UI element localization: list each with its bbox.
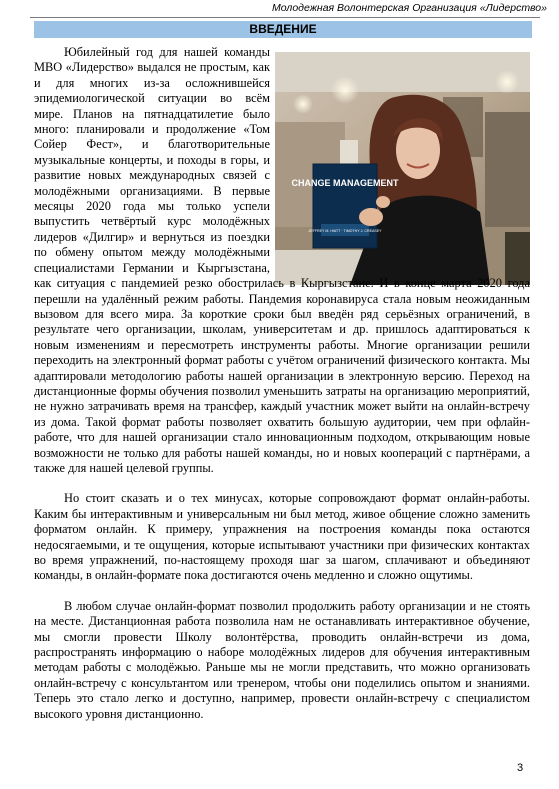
- page-number: 3: [517, 762, 524, 774]
- lead-line: специалистами Германии и Кыргызстана,: [34, 260, 270, 275]
- header-divider: [30, 17, 540, 18]
- lead-line: много: планировали и продолжение «Том: [34, 122, 270, 137]
- lead-line: МВО «Лидерство» выдался не простым, как: [34, 60, 270, 75]
- lead-line: эпидемиологической ситуации во всём: [34, 91, 270, 106]
- lead-line: лидеров «Дилгир» и вернуться из поездки: [34, 229, 270, 244]
- paragraph-3: В любом случае онлайн-формат позволил продолжить работу организации и не стоять на месте. Дистанционная работа позволила нам не останавливать интерактивное обучение, мы смогли провести Школу волонтёрства, проводить онлайн-встречи из дома, распространять информацию о наборе молодёжных лидеров для обучения интерактивным методам работы с молодёжью. Раньше мы не могли представить, что можно организовать онлайн-встречу с консультантом или тренером, чтобы они поделились опытом и знаниями. Теперь это стало легко и доступно, например, провести онлайн-встречу с специалистом высокого уровня дистанционно.: [34, 598, 530, 721]
- paragraph-2: Но стоит сказать и о тех минусах, которые сопровождают формат онлайн-работы. Каким бы интерактивным и универсальным ни был метод, живое общение сложно заменить форматом онлайн. К примеру, упражнения на построения команды пока остаются недосягаемыми, и те ощущения, которые испытывают участники при физических контактах во время упражнений, по-настоящему проходя шаг за шагом, сплачивают и объединяют команды, в онлайн-формате пока достигаются очень медленно и сложно ощутимы.: [34, 491, 530, 583]
- lead-line: мире. Планов на пятнадцатилетие было: [34, 106, 270, 121]
- lead-line: развитие новых международных связей с: [34, 168, 270, 183]
- lead-line: выпустить четвёртый курс молодёжных: [34, 214, 270, 229]
- lead-line: по обмену опытом между молодёжными: [34, 245, 270, 260]
- lead-line: месяцы 2020 года мы только успели: [34, 199, 270, 214]
- section-title: ВВЕДЕНИЕ: [34, 21, 532, 38]
- lead-line: Юбилейный год для нашей команды: [64, 45, 270, 59]
- article-body: [34, 45, 530, 722]
- header-org-title: Молодежная Волонтерская Организация «Лидерство»: [272, 2, 547, 14]
- lead-line: и для многих из-за осложнившейся: [34, 75, 270, 90]
- lead-line: Сойер Фест», и благотворительные: [34, 137, 270, 152]
- lead-line: музыкальные концерты, и походы в горы, и: [34, 152, 270, 167]
- book-title: CHANGE MANAGEMENT: [291, 178, 399, 188]
- book-authors: JEFFREY M. HIATT · TIMOTHY J. CREASEY: [308, 229, 382, 233]
- lead-line: молодёжными организациями. В первые: [34, 183, 270, 198]
- lead-paragraph-wrapped: [34, 45, 270, 276]
- paragraph-1-continued: как ситуация с пандемией резко обострилась в Кыргызстане. И в конце марта 2020 года перешли на удалённый режим работы. Пандемия коронавируса стала новым неожиданным вызовом для всего мира. За короткие сроки был введён ряд серьёзных ограничений, в результате чего организации, школам, университетам и др. пришлось адаптироваться к новым изменениям и пересмотреть инструменты работы. Многие организации решили переходить на электронный формат работы с учётом ограничений физического контакта. Мы адаптировали методологию работы нашей организации в электронную версию. Переход на дистанционные формы обучения позволил уменьшить затраты на организацию мероприятий, не нужно затрачивать время на трансфер, каждый участник может выйти на онлайн-встречу из дома. Такой формат работы позволяет охватить большую аудитории, чем при офлайн-работе, что для нашей организации стало инновационным подходом, открывающим новые возможности не только для работы нашей команды, но и новых коопераций с партнёрами, а также для нашей целевой группы.: [34, 276, 530, 475]
